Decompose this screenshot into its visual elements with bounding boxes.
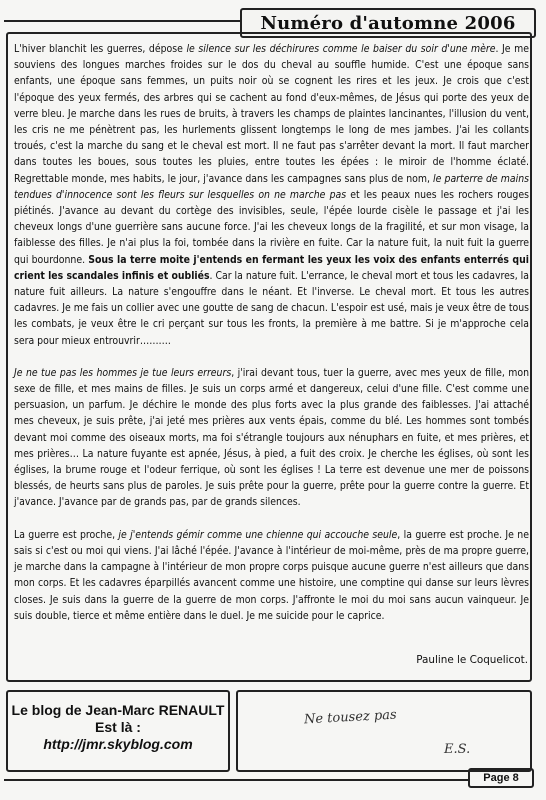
article-signature: Pauline le Coquelicot.	[416, 654, 528, 666]
p3-segment: , la guerre est proche. Je ne sais si c'est ou moi qui viens. J'ai lâché l'épée. J'avance à l'intérieur de moi-même, près de ma propre guerre, je marche dans la campagne à l'intérieur de mon propre corps puisque aucune guerre n'est ailleurs que dans mon corps. Et les cadavres éparpillés avancent comme une histoire, une comptine qui danse sur leurs lèvres closes. Je suis dans la guerre de la guerre de mon corps. J'affronte le moi du moi sans aucun vainqueur. Je suis double, tierce et même entière dans le duel. Je me suicide pour le caprice.	[14, 528, 529, 622]
handwritten-note-box	[236, 690, 532, 772]
page-number: Page 8	[483, 772, 519, 784]
handwritten-note: Ne tousez pas	[303, 707, 398, 728]
p1-segment: . Je me souviens des longues marches froides sur le dos du cheval au souffle humide. C'est une époque sans enfants, une époque sans femmes, un puits noir où se cognent les rires et les jeux. Je crois que c'est l'époque des yeux fermés, des arbres qui se cachent au fond d'eux-mêmes, de Jésus qui porte des yeux de verre bleu. Je marche dans les rues de bruits, à travers les champs de plaintes lancinantes, l'illusion du vent, les cris ne me pénètrent pas, les hurlements glissent longtemps le long de mes jambes. J'ai les collants troués, c'est la marche du sang et le cheval est mort. Il ne faut pas s'arrêter devant la mort. Il faut marcher dans toutes les boues, sous toutes les pluies, entre toutes les épées : le miroir de l'homme éclaté. Regrettable monde, mes habits, le jour, j'avance dans les campagnes sans plus de nom,	[14, 43, 529, 185]
article-paragraph-2	[14, 365, 529, 511]
article-body	[14, 41, 529, 624]
p1-segment: . Car la nature fuit. L'errance, le cheval mort et tous les cadavres, la nature fuit ailleurs. La nature s'engouffre dans le néant. Et l'inverse. Le cheval mort. Et tous les autres cadavres. Je me fais un collier avec une goutte de sang de chacun. L'espoir est usé, mais je veux être de tous les combats, je veux être le cri perçant sur tous les fronts, la première à me battre. Si je m'approche cela sera pour mieux entrouvrir……….	[14, 269, 529, 347]
p1-segment: le parterre de mains tendues d'innocence sont les fleurs sur lesquelles on ne marche pas	[14, 172, 529, 201]
blog-line-1: Le blog de Jean-Marc RENAULT	[11, 702, 225, 718]
blog-url: http://jmr.skyblog.com	[43, 736, 193, 752]
page-number-box	[468, 768, 534, 788]
header-rule	[4, 20, 240, 22]
p1-segment: Sous la terre moite j'entends en fermant les yeux les voix des enfants enterrés qui crient les scandales infinis et oubliés	[14, 253, 529, 282]
article-paragraph-3	[14, 527, 529, 624]
p1-segment: L'hiver blanchit les guerres, dépose	[14, 43, 187, 55]
p2-segment: , j'irai devant tous, tuer la guerre, avec mes yeux de fille, mon sexe de fille, et mes mains de filles. Je suis un corps armé et dangereux, celui d'une fille. C'est comme une persuasion, un parfum. Je déchire le monde des plus forts avec la plus grande des faiblesses. J'ai attaché mes cheveux, je suis prête, j'ai jeté mes prières aux vents épais, comme du blé. Les hommes sont tombés devant moi comme des oiseaux morts, ma foi s'étrangle toujours aux nénuphars en fuite, et mes prières, et mes prières… La nature fuyante est apnée, Jésus, à pied, a fuit des croix. Je cherche les églises, où sont les églises, la brume rouge et l'odeur ferrique, où sont les églises ! La terre est devenue une mer de poissons blessés, de heurts sans plus de paroles. Je suis prête pour la guerre, prête pour la guerre contre la guerre. Et j'avance. J'avance par de grands pas, par de grands silences.	[14, 366, 529, 509]
p1-segment: le silence sur les déchirures comme le baiser du soir d'une mère	[186, 43, 496, 55]
p1-segment: et les peaux nues les rochers rouges piétinés. J'avance au devant du cortège des invisibles, seule, l'épée lourde cisèle le passage et j'ai les cheveux longs d'une guerrière sans aucune force. J'ai les cheveux longs de la fragilité, et sur mon visage, la faiblesse des filles. Je n'ai plus la foi, tombée dans la rivière en fuite. Car la nature fuit, la nuit fuit la guerre qui bourdonne.	[14, 188, 529, 266]
handwritten-initials: E.S.	[444, 742, 471, 757]
p3-segment: La guerre est proche,	[14, 528, 119, 541]
blog-line-2: Est là :	[95, 719, 141, 735]
footer-rule	[4, 779, 468, 781]
blog-box	[6, 690, 230, 772]
p2-segment: Je ne tue pas les hommes je tue leurs erreurs	[14, 366, 232, 379]
p3-segment: je j'entends gémir comme une chienne qui accouche seule	[118, 528, 398, 541]
article-paragraph-1	[14, 41, 529, 349]
page-title: Numéro d'automne 2006	[260, 12, 516, 34]
